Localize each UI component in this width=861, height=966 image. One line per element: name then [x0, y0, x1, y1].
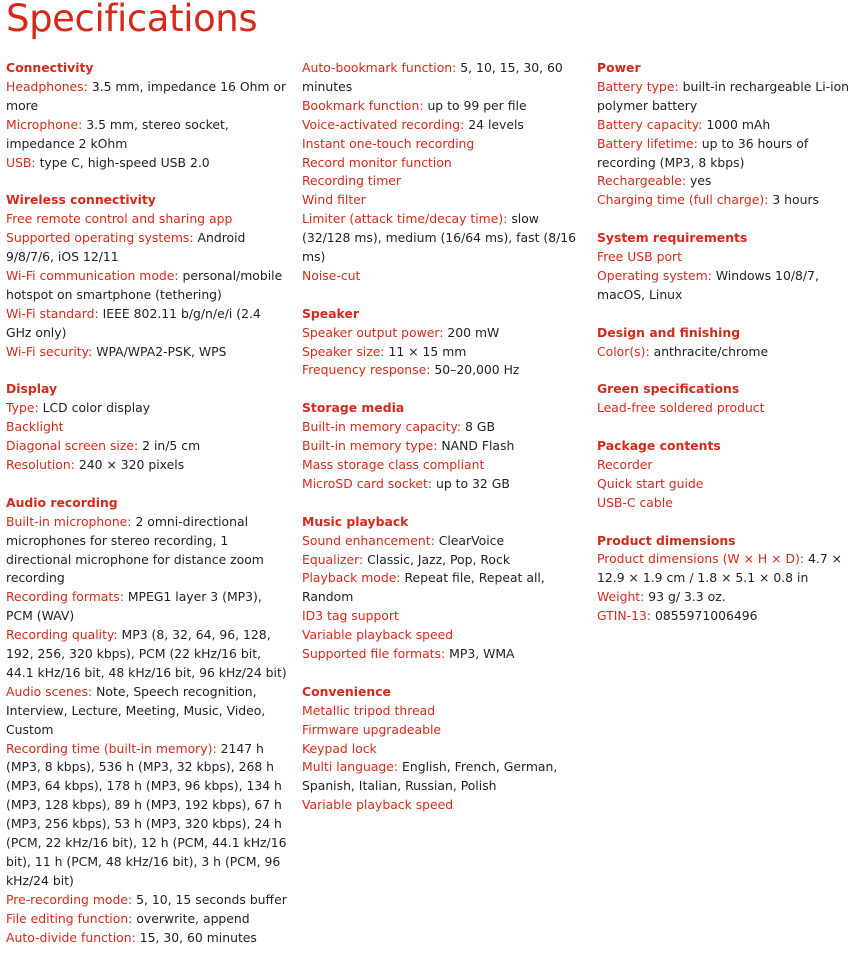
- spec-label: GTIN-13:: [597, 608, 652, 624]
- spec-label: Headphones:: [6, 78, 88, 94]
- section-heading: Music playback: [302, 513, 409, 529]
- spec-value: 5, 10, 15, 30, 60 minutes: [302, 60, 563, 94]
- spec-label: Wi-Fi communication mode:: [6, 267, 179, 283]
- section-heading: Green specifications: [597, 381, 740, 397]
- spec-label: Voice-activated recording:: [302, 116, 465, 132]
- section-heading: Connectivity: [6, 60, 94, 75]
- spec-label: Battery type:: [597, 78, 679, 94]
- spec-item: [302, 59, 584, 97]
- spec-section: [6, 380, 288, 475]
- spec-item: [6, 683, 288, 740]
- spec-label: Product dimensions (W × H × D):: [597, 551, 805, 567]
- spec-label: Battery capacity:: [597, 116, 703, 132]
- spec-value: anthracite/chrome: [653, 343, 769, 359]
- spec-item: [6, 910, 288, 929]
- spec-label: Recording time (built-in memory):: [6, 740, 217, 756]
- spec-item: [302, 532, 584, 551]
- spec-label: Built-in microphone:: [6, 513, 132, 529]
- spec-item: [597, 135, 861, 173]
- spec-value: Repeat file, Repeat all, Random: [302, 570, 545, 605]
- spec-value: MP3 (8, 32, 64, 96, 128, 192, 256, 320 kbps), PCM (22 kHz/16 bit, 44.1 kHz/16 bit, 48 kHz/16 bit, 96 kHz/24 bit): [6, 627, 287, 680]
- spec-item: [6, 418, 288, 437]
- section-heading: Speaker: [302, 305, 359, 321]
- spec-label: Free remote control and sharing app: [6, 211, 233, 227]
- section-heading: Display: [6, 381, 58, 397]
- spec-value: overwrite, append: [136, 910, 250, 926]
- section-heading: Audio recording: [6, 494, 118, 510]
- spec-section: [597, 437, 861, 513]
- spec-item: [597, 475, 861, 494]
- spec-value: 93 g/ 3.3 oz.: [648, 589, 726, 605]
- spec-label: Auto-bookmark function:: [302, 60, 457, 75]
- spec-item: [302, 702, 584, 721]
- spec-section: [597, 532, 861, 627]
- spec-label: Wind filter: [302, 192, 366, 208]
- spec-value: 24 levels: [468, 116, 524, 132]
- section-heading: Package contents: [597, 438, 721, 454]
- spec-item: [597, 248, 861, 267]
- spec-item: [302, 437, 584, 456]
- spec-value: personal/mobile hotspot on smartphone (tethering): [6, 267, 283, 302]
- spec-label: Charging time (full charge):: [597, 192, 769, 208]
- spec-item: [597, 78, 861, 116]
- spec-item: [6, 154, 288, 173]
- spec-label: Built-in memory type:: [302, 438, 438, 454]
- spec-item: [302, 324, 584, 343]
- spec-label: Record monitor function: [302, 154, 452, 170]
- spec-label: Type:: [6, 400, 39, 416]
- spec-label: Limiter (attack time/decay time):: [302, 211, 508, 227]
- spec-value: 15, 30, 60 minutes: [139, 929, 257, 945]
- spec-item: [302, 740, 584, 759]
- spec-label: Recorder: [597, 456, 653, 472]
- spec-label: Variable playback speed: [302, 797, 454, 813]
- spec-value: IEEE 802.11 b/g/n/e/i (2.4 GHz only): [6, 305, 261, 340]
- spec-item: [302, 758, 584, 796]
- spec-section: [597, 229, 861, 305]
- spec-label: Supported file formats:: [302, 646, 446, 662]
- spec-label: Supported operating systems:: [6, 230, 194, 246]
- spec-section: [6, 59, 288, 172]
- spec-item: [302, 97, 584, 116]
- spec-label: Frequency response:: [302, 362, 431, 378]
- spec-value: up to 99 per file: [427, 97, 527, 113]
- spec-item: [597, 588, 861, 607]
- spec-label: Mass storage class compliant: [302, 457, 485, 472]
- spec-label: Sound enhancement:: [302, 532, 435, 548]
- spec-label: Color(s):: [597, 343, 650, 359]
- spec-item: [597, 172, 861, 191]
- spec-label: Bookmark function:: [302, 97, 424, 113]
- spec-item: [6, 456, 288, 475]
- spec-value: MPEG1 layer 3 (MP3), PCM (WAV): [6, 589, 262, 624]
- spec-label: Rechargeable:: [597, 173, 686, 189]
- spec-label: Lead-free soldered product: [597, 400, 765, 416]
- spec-value: 11 × 15 mm: [388, 343, 467, 359]
- spec-section: [302, 59, 584, 286]
- spec-value: 2147 h (MP3, 8 kbps), 536 h (MP3, 32 kbps), 268 h (MP3, 64 kbps), 178 h (MP3, 96 kbps), 134 h (MP3, 128 kbps), 89 h (MP3, 192 kbps), 67 h (MP3, 256 kbps), 53 h (MP3, 320 kbps), 24 h (PCM, 22 kHz/16 bit), 12 h (PCM, 44.1 kHz/16 bit), 11 h (PCM, 48 kHz/16 bit), 3 h (PCM, 96 kHz/24 bit): [6, 740, 287, 888]
- spec-value: 0855971006496: [655, 608, 758, 624]
- spec-value: 1000 mAh: [706, 116, 771, 132]
- spec-section: [597, 324, 861, 362]
- spec-item: [6, 116, 288, 154]
- spec-value: 5, 10, 15 seconds buffer: [136, 891, 287, 907]
- spec-item: [597, 607, 861, 626]
- spec-item: [302, 172, 584, 191]
- spec-value: 2 omni-directional microphones for stereo recording, 1 directional microphone for distance zoom recording: [6, 513, 264, 586]
- spec-section: [597, 59, 861, 210]
- spec-label: Playback mode:: [302, 570, 401, 586]
- spec-value: 200 mW: [447, 324, 500, 340]
- spec-value: LCD color display: [42, 400, 151, 416]
- spec-item: [597, 494, 861, 513]
- spec-item: [6, 343, 288, 362]
- spec-label: Equalizer:: [302, 551, 364, 567]
- spec-value: 3.5 mm, stereo socket, impedance 2 kOhm: [6, 116, 229, 151]
- spec-item: [302, 796, 584, 815]
- spec-item: [302, 267, 584, 286]
- spec-item: [302, 116, 584, 135]
- spec-value: Note, Speech recognition, Interview, Lecture, Meeting, Music, Video, Custom: [6, 683, 266, 737]
- spec-section: [302, 683, 584, 815]
- spec-label: Firmware upgradeable: [302, 721, 442, 737]
- spec-item: [302, 569, 584, 607]
- spec-item: [302, 721, 584, 740]
- spec-item: [6, 229, 288, 267]
- spec-label: Operating system:: [597, 267, 712, 283]
- section-heading: Storage media: [302, 400, 405, 416]
- spec-item: [597, 116, 861, 135]
- spec-item: [6, 513, 288, 589]
- spec-value: 3.5 mm, impedance 16 Ohm or more: [6, 78, 287, 113]
- spec-value: up to 36 hours of recording (MP3, 8 kbps): [597, 135, 809, 170]
- spec-value: Classic, Jazz, Pop, Rock: [367, 551, 510, 567]
- spec-item: [597, 343, 861, 362]
- section-heading: Wireless connectivity: [6, 192, 156, 208]
- spec-item: [302, 210, 584, 267]
- spec-value: 50–20,000 Hz: [434, 362, 520, 378]
- spec-item: [597, 550, 861, 588]
- spec-section: [302, 513, 584, 664]
- spec-value: type C, high-speed USB 2.0: [39, 154, 210, 170]
- spec-label: Recording quality:: [6, 627, 118, 643]
- spec-item: [6, 305, 288, 343]
- spec-item: [6, 78, 288, 116]
- spec-label: Diagonal screen size:: [6, 438, 139, 454]
- spec-value: 240 × 320 pixels: [78, 457, 185, 472]
- section-heading: Product dimensions: [597, 532, 736, 548]
- spec-label: Resolution:: [6, 457, 75, 472]
- spec-column-1: [6, 59, 288, 966]
- spec-label: USB:: [6, 154, 36, 170]
- spec-label: ID3 tag support: [302, 608, 399, 624]
- spec-section: [302, 305, 584, 381]
- section-heading: Power: [597, 60, 641, 75]
- spec-item: [302, 607, 584, 626]
- spec-label: Backlight: [6, 419, 64, 435]
- spec-label: Metallic tripod thread: [302, 702, 436, 718]
- spec-item: [597, 456, 861, 475]
- spec-value: 8 GB: [465, 419, 495, 435]
- spec-label: Instant one-touch recording: [302, 135, 475, 151]
- spec-item: [302, 361, 584, 380]
- spec-item: [6, 626, 288, 683]
- spec-value: yes: [689, 173, 712, 189]
- spec-item: [302, 191, 584, 210]
- spec-item: [6, 929, 288, 948]
- spec-item: [6, 210, 288, 229]
- spec-item: [302, 475, 584, 494]
- spec-item: [302, 456, 584, 475]
- spec-value: NAND Flash: [441, 438, 515, 454]
- spec-value: built-in rechargeable Li-ion polymer battery: [597, 78, 849, 113]
- spec-item: [302, 154, 584, 173]
- spec-label: Auto-divide function:: [6, 929, 136, 945]
- spec-section: [6, 494, 288, 948]
- spec-label: Multi language:: [302, 759, 399, 775]
- spec-value: slow (32/128 ms), medium (16/64 ms), fast (8/16 ms): [302, 211, 577, 265]
- spec-item: [302, 418, 584, 437]
- spec-value: Windows 10/8/7, macOS, Linux: [597, 267, 819, 302]
- spec-value: WPA/WPA2-PSK, WPS: [96, 343, 227, 359]
- spec-label: File editing function:: [6, 910, 133, 926]
- spec-column-3: [597, 59, 861, 645]
- spec-value: English, French, German, Spanish, Italian, Russian, Polish: [302, 759, 558, 794]
- spec-label: Variable playback speed: [302, 627, 454, 643]
- spec-item: [302, 645, 584, 664]
- spec-section: [6, 191, 288, 361]
- spec-label: Wi-Fi security:: [6, 343, 93, 359]
- section-heading: Convenience: [302, 683, 391, 699]
- page-title: Specifications: [6, 0, 258, 40]
- spec-item: [6, 399, 288, 418]
- spec-value: up to 32 GB: [435, 475, 510, 491]
- spec-item: [6, 891, 288, 910]
- spec-item: [6, 267, 288, 305]
- spec-label: Weight:: [597, 589, 645, 605]
- section-heading: System requirements: [597, 230, 748, 246]
- spec-item: [302, 135, 584, 154]
- spec-label: Free USB port: [597, 249, 683, 265]
- spec-label: Audio scenes:: [6, 683, 93, 699]
- spec-label: Pre-recording mode:: [6, 891, 133, 907]
- spec-value: Android 9/8/7/6, iOS 12/11: [6, 230, 246, 265]
- spec-label: Speaker output power:: [302, 324, 444, 340]
- spec-item: [6, 437, 288, 456]
- spec-value: 4.7 × 12.9 × 1.9 cm / 1.8 × 5.1 × 0.8 in: [597, 551, 843, 586]
- spec-value: MP3, WMA: [449, 646, 515, 662]
- spec-item: [302, 626, 584, 645]
- spec-value: ClearVoice: [438, 532, 505, 548]
- spec-value: 2 in/5 cm: [142, 438, 201, 454]
- spec-label: Recording formats:: [6, 589, 124, 605]
- spec-section: [302, 399, 584, 494]
- spec-value: 3 hours: [772, 192, 820, 208]
- spec-label: Keypad lock: [302, 740, 377, 756]
- spec-label: Quick start guide: [597, 475, 704, 491]
- spec-label: Microphone:: [6, 116, 83, 132]
- spec-item: [597, 191, 861, 210]
- spec-item: [6, 588, 288, 626]
- spec-item: [302, 343, 584, 362]
- section-heading: Design and finishing: [597, 324, 741, 340]
- spec-label: Recording timer: [302, 173, 401, 189]
- spec-item: [302, 551, 584, 570]
- spec-column-2: [302, 59, 584, 834]
- spec-label: USB-C cable: [597, 494, 673, 510]
- spec-label: Wi-Fi standard:: [6, 305, 99, 321]
- spec-label: MicroSD card socket:: [302, 475, 433, 491]
- spec-label: Speaker size:: [302, 343, 385, 359]
- spec-section: [597, 380, 861, 418]
- spec-label: Noise-cut: [302, 267, 361, 283]
- spec-label: Built-in memory capacity:: [302, 419, 462, 435]
- spec-item: [597, 399, 861, 418]
- spec-item: [6, 740, 288, 891]
- spec-item: [597, 267, 861, 305]
- spec-label: Battery lifetime:: [597, 135, 698, 151]
